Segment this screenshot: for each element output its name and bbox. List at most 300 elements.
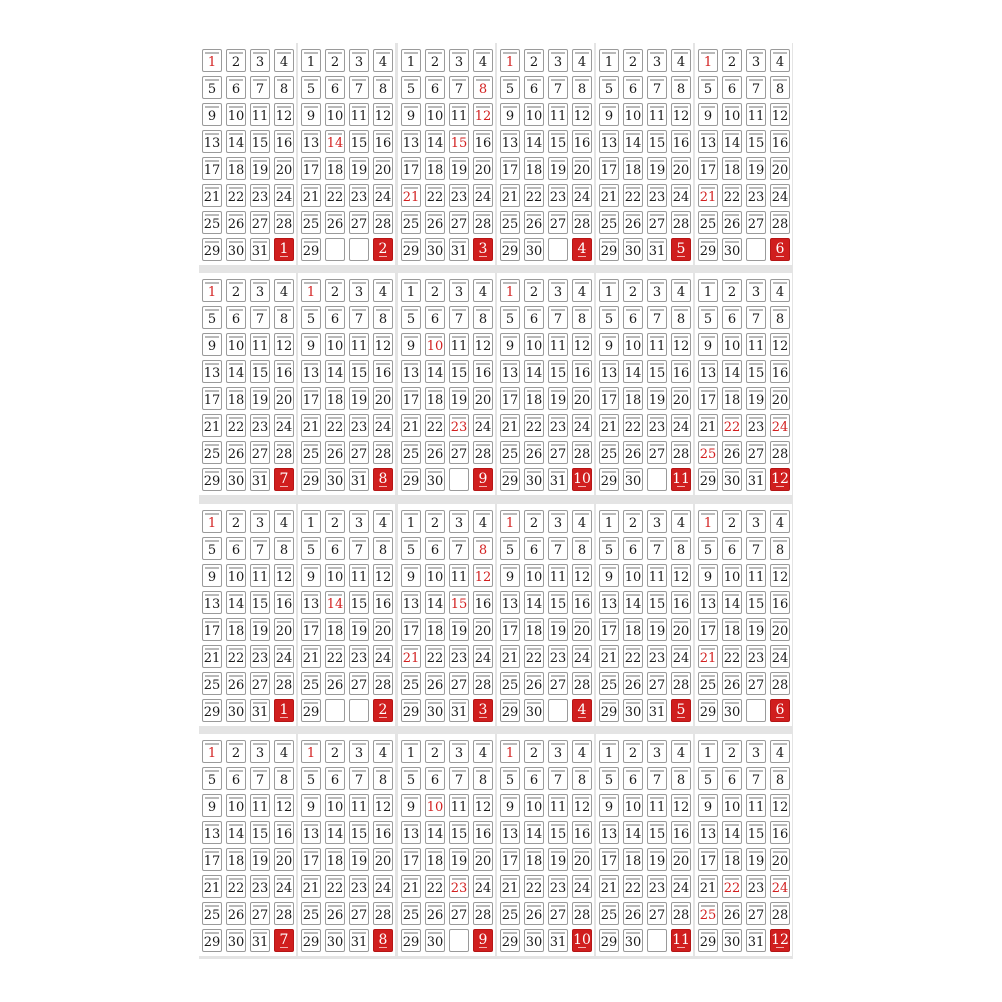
date-number: 21 <box>302 420 320 435</box>
date-number: 29 <box>402 244 420 259</box>
sticker-caption-line <box>701 79 715 81</box>
date-number: 8 <box>478 543 488 558</box>
sticker-caption-line <box>701 471 715 473</box>
sticker-caption-line <box>328 336 342 338</box>
date-number: 31 <box>648 244 666 259</box>
date-sticker <box>698 306 718 329</box>
date-sticker <box>623 49 643 72</box>
date-number: 20 <box>573 854 591 869</box>
date-sticker <box>671 564 691 587</box>
sticker-caption-line <box>725 160 739 162</box>
date-sticker <box>524 672 544 695</box>
date-number: 22 <box>426 420 444 435</box>
date-number: 30 <box>624 705 642 720</box>
sticker-caption-line <box>404 444 418 446</box>
date-sticker <box>500 76 520 99</box>
sticker-caption-line <box>527 241 541 243</box>
date-number: 10 <box>723 800 741 815</box>
date-number: 19 <box>648 624 666 639</box>
date-number: 8 <box>775 773 785 788</box>
date-number: 8 <box>478 82 488 97</box>
date-number: 15 <box>549 827 567 842</box>
sticker-caption-line <box>674 336 688 338</box>
sticker-caption-line <box>602 471 616 473</box>
date-sticker <box>349 794 369 817</box>
date-sticker <box>746 184 766 207</box>
sticker-caption-line <box>602 594 616 596</box>
date-number: 6 <box>628 773 638 788</box>
date-number: 31 <box>350 935 368 950</box>
date-number: 10 <box>227 339 245 354</box>
date-sticker <box>202 618 222 641</box>
date-number: 10 <box>525 570 543 585</box>
date-number: 21 <box>501 190 519 205</box>
date-sticker <box>274 510 294 533</box>
date-sticker <box>647 333 667 356</box>
sticker-caption-line <box>650 702 664 704</box>
date-number: 18 <box>326 624 344 639</box>
date-sticker <box>770 306 790 329</box>
sticker-caption-line <box>205 52 219 54</box>
month-panel <box>298 504 395 726</box>
date-sticker <box>226 821 246 844</box>
date-sticker <box>202 821 222 844</box>
date-number: 9 <box>604 339 614 354</box>
sticker-caption-line <box>452 851 466 853</box>
sticker-caption-line <box>229 540 243 542</box>
sticker-caption-line <box>527 336 541 338</box>
sticker-caption-line <box>352 540 366 542</box>
date-number: 5 <box>604 312 614 327</box>
sticker-caption-line <box>328 540 342 542</box>
sticker-caption-line <box>575 79 589 81</box>
date-sticker <box>647 360 667 383</box>
date-sticker <box>746 441 766 464</box>
sticker-caption-line <box>253 417 267 419</box>
date-sticker <box>548 618 568 641</box>
date-sticker <box>647 618 667 641</box>
sticker-caption-line <box>725 363 739 365</box>
sticker-caption-line <box>352 878 366 880</box>
sticker-caption-line <box>328 932 342 934</box>
date-number: 15 <box>549 366 567 381</box>
sticker-caption-line <box>277 513 291 515</box>
date-sticker <box>722 184 742 207</box>
date-sticker <box>425 740 445 763</box>
date-sticker <box>226 49 246 72</box>
blank-sticker <box>647 468 667 491</box>
date-number: 26 <box>624 908 642 923</box>
date-sticker <box>599 929 619 952</box>
date-sticker <box>599 821 619 844</box>
sticker-caption-line <box>328 390 342 392</box>
date-sticker <box>401 238 421 261</box>
sticker-caption-line <box>626 282 640 284</box>
date-sticker <box>572 130 592 153</box>
sticker-caption-line <box>205 648 219 650</box>
sticker-caption-line <box>749 187 763 189</box>
sticker-caption-line <box>575 52 589 54</box>
sticker-caption-line <box>551 797 565 799</box>
date-sticker <box>226 441 246 464</box>
date-sticker <box>500 699 520 722</box>
sticker-caption-line <box>428 471 442 473</box>
sticker-caption-line <box>352 417 366 419</box>
sticker-caption-line <box>452 824 466 826</box>
sticker-caption-line <box>452 878 466 880</box>
date-sticker <box>250 441 270 464</box>
date-number: 11 <box>350 570 368 585</box>
date-sticker <box>250 306 270 329</box>
sticker-caption-line <box>773 106 787 108</box>
date-number: 11 <box>549 570 567 585</box>
date-sticker <box>349 130 369 153</box>
sticker-caption-line <box>328 363 342 365</box>
sticker-caption-line <box>626 540 640 542</box>
date-sticker <box>647 875 667 898</box>
sticker-caption-line <box>229 824 243 826</box>
sticker-caption-line <box>551 567 565 569</box>
date-number: 30 <box>624 244 642 259</box>
date-sticker <box>623 238 643 261</box>
date-sticker <box>325 767 345 790</box>
sticker-caption-line <box>773 214 787 216</box>
date-number: 27 <box>648 217 666 232</box>
date-number: 18 <box>525 854 543 869</box>
date-number: 14 <box>723 366 741 381</box>
date-number: 14 <box>227 366 245 381</box>
sticker-caption-line <box>674 106 688 108</box>
sticker-caption-line <box>575 417 589 419</box>
sticker-caption-line <box>650 513 664 515</box>
sticker-caption-line <box>749 336 763 338</box>
date-sticker <box>473 130 493 153</box>
sticker-caption-line <box>452 540 466 542</box>
date-sticker <box>500 441 520 464</box>
sticker-caption-line <box>277 851 291 853</box>
date-number: 4 <box>378 285 388 300</box>
date-sticker <box>623 468 643 491</box>
date-number: 6 <box>727 82 737 97</box>
sticker-caption-line <box>749 675 763 677</box>
date-sticker <box>274 279 294 302</box>
date-number: 20 <box>573 163 591 178</box>
date-sticker <box>250 510 270 533</box>
date-number: 16 <box>573 366 591 381</box>
date-sticker <box>500 510 520 533</box>
sticker-caption-line <box>428 770 442 772</box>
date-sticker <box>449 49 469 72</box>
sticker-caption-line <box>701 648 715 650</box>
date-number: 15 <box>747 827 765 842</box>
date-number: 16 <box>672 366 690 381</box>
date-number: 4 <box>279 55 289 70</box>
sticker-caption-line <box>725 702 739 704</box>
date-number: 6 <box>231 773 241 788</box>
sheet-band <box>199 273 793 495</box>
date-sticker <box>349 902 369 925</box>
date-number: 9 <box>703 570 713 585</box>
date-number: 22 <box>525 881 543 896</box>
sticker-caption-line <box>602 675 616 677</box>
date-sticker <box>301 360 321 383</box>
date-sticker <box>500 794 520 817</box>
date-sticker <box>250 103 270 126</box>
date-sticker <box>449 387 469 410</box>
date-number: 18 <box>426 163 444 178</box>
date-sticker <box>722 821 742 844</box>
month-number: 1 <box>279 241 289 257</box>
date-sticker <box>373 591 393 614</box>
sticker-caption-line <box>749 540 763 542</box>
date-sticker <box>746 76 766 99</box>
date-sticker <box>548 333 568 356</box>
date-number: 23 <box>450 420 468 435</box>
date-sticker <box>349 157 369 180</box>
sticker-caption-line <box>352 770 366 772</box>
date-number: 27 <box>251 678 269 693</box>
date-number: 2 <box>430 55 440 70</box>
sticker-caption-line <box>253 390 267 392</box>
date-sticker <box>671 902 691 925</box>
sticker-caption-line <box>428 513 442 515</box>
sticker-caption-line <box>650 444 664 446</box>
date-number: 22 <box>227 420 245 435</box>
date-sticker <box>226 537 246 560</box>
date-number: 3 <box>354 516 364 531</box>
date-sticker <box>770 618 790 641</box>
date-sticker <box>449 848 469 871</box>
date-sticker <box>548 794 568 817</box>
date-number: 23 <box>350 190 368 205</box>
date-sticker <box>698 157 718 180</box>
sticker-caption-line <box>725 648 739 650</box>
date-number: 26 <box>227 908 245 923</box>
date-sticker <box>401 441 421 464</box>
date-number: 19 <box>747 854 765 869</box>
date-number: 16 <box>771 597 789 612</box>
month-panel <box>497 273 594 495</box>
date-number: 4 <box>775 516 785 531</box>
date-number: 21 <box>600 881 618 896</box>
date-number: 5 <box>406 82 416 97</box>
sticker-caption-line <box>304 797 318 799</box>
date-number: 12 <box>275 570 293 585</box>
date-number: 11 <box>747 800 765 815</box>
date-sticker <box>449 510 469 533</box>
sticker-caption-line <box>428 336 442 338</box>
date-number: 2 <box>330 285 340 300</box>
date-number: 7 <box>454 312 464 327</box>
date-sticker <box>226 387 246 410</box>
date-number: 22 <box>723 420 741 435</box>
sticker-caption-line <box>476 390 490 392</box>
sticker-caption-line <box>503 160 517 162</box>
date-number: 31 <box>648 705 666 720</box>
sticker-caption-line <box>452 390 466 392</box>
sticker-caption-line <box>650 133 664 135</box>
date-number: 9 <box>505 339 515 354</box>
date-number: 4 <box>676 516 686 531</box>
sticker-caption-line <box>503 621 517 623</box>
date-sticker <box>301 618 321 641</box>
date-sticker <box>325 591 345 614</box>
date-number: 5 <box>306 312 316 327</box>
sticker-caption-line <box>725 336 739 338</box>
date-number: 5 <box>306 543 316 558</box>
date-sticker <box>548 468 568 491</box>
sticker-caption-line <box>725 471 739 473</box>
date-sticker <box>449 157 469 180</box>
date-sticker <box>425 537 445 560</box>
date-sticker <box>349 618 369 641</box>
date-number: 19 <box>350 163 368 178</box>
sticker-caption-line <box>253 621 267 623</box>
date-sticker <box>770 387 790 410</box>
sticker-caption-line <box>352 52 366 54</box>
date-number: 20 <box>374 393 392 408</box>
date-number: 23 <box>350 651 368 666</box>
date-number: 11 <box>251 570 269 585</box>
sticker-caption-line <box>452 797 466 799</box>
date-sticker <box>202 740 222 763</box>
date-sticker <box>599 211 619 234</box>
sticker-caption-line <box>725 106 739 108</box>
date-number: 16 <box>275 827 293 842</box>
date-sticker <box>274 821 294 844</box>
sticker-caption-line <box>749 932 763 934</box>
date-number: 29 <box>302 935 320 950</box>
sticker-caption-line <box>503 390 517 392</box>
date-sticker <box>698 468 718 491</box>
sticker-caption-line <box>674 621 688 623</box>
date-number: 10 <box>426 109 444 124</box>
date-number: 30 <box>624 935 642 950</box>
month-number: 2 <box>378 241 388 257</box>
date-number: 16 <box>474 136 492 151</box>
date-number: 23 <box>648 190 666 205</box>
date-number: 9 <box>505 570 515 585</box>
sticker-caption-line <box>626 770 640 772</box>
date-sticker <box>500 537 520 560</box>
date-sticker <box>473 618 493 641</box>
date-sticker <box>548 130 568 153</box>
date-number: 18 <box>426 854 444 869</box>
date-sticker <box>349 564 369 587</box>
date-number: 26 <box>426 447 444 462</box>
date-number: 8 <box>676 312 686 327</box>
date-number: 15 <box>450 827 468 842</box>
sticker-caption-line <box>503 851 517 853</box>
date-sticker <box>698 902 718 925</box>
date-number: 21 <box>402 651 420 666</box>
date-sticker <box>301 130 321 153</box>
date-number: 4 <box>478 516 488 531</box>
sticker-caption-line <box>551 133 565 135</box>
sticker-caption-line <box>304 702 318 704</box>
date-number: 8 <box>775 543 785 558</box>
date-number: 25 <box>402 447 420 462</box>
sticker-caption-line <box>602 79 616 81</box>
sticker-caption-line <box>253 79 267 81</box>
sticker-caption-line <box>674 743 688 745</box>
sticker-caption-line <box>352 905 366 907</box>
date-sticker <box>722 49 742 72</box>
date-sticker <box>226 848 246 871</box>
sticker-caption-line <box>626 648 640 650</box>
date-number: 15 <box>251 366 269 381</box>
sticker-caption-line <box>602 241 616 243</box>
date-sticker <box>770 537 790 560</box>
date-sticker <box>572 645 592 668</box>
date-sticker <box>572 76 592 99</box>
sticker-caption-line <box>527 594 541 596</box>
sticker-caption-line <box>773 336 787 338</box>
date-number: 13 <box>402 366 420 381</box>
date-number: 24 <box>374 420 392 435</box>
date-number: 18 <box>326 393 344 408</box>
sticker-caption-line <box>352 621 366 623</box>
sticker-caption-line <box>476 417 490 419</box>
sticker-caption-line <box>376 905 390 907</box>
date-sticker <box>250 238 270 261</box>
date-sticker <box>226 306 246 329</box>
sticker-caption-line <box>551 214 565 216</box>
month-number: 11 <box>672 932 690 948</box>
date-sticker <box>202 157 222 180</box>
sticker-caption-line <box>404 851 418 853</box>
date-number: 29 <box>699 474 717 489</box>
sticker-caption-line <box>575 905 589 907</box>
date-number: 14 <box>723 827 741 842</box>
sticker-caption-line <box>253 594 267 596</box>
date-number: 18 <box>227 854 245 869</box>
date-number: 8 <box>279 312 289 327</box>
date-number: 28 <box>771 908 789 923</box>
sticker-caption-line <box>626 444 640 446</box>
date-number: 14 <box>326 366 344 381</box>
sticker-caption-line <box>773 363 787 365</box>
sticker-caption-line <box>725 743 739 745</box>
sticker-caption-line <box>404 594 418 596</box>
date-sticker <box>671 537 691 560</box>
sticker-caption-line <box>674 540 688 542</box>
sticker-caption-line <box>376 106 390 108</box>
sticker-caption-line <box>229 743 243 745</box>
date-sticker <box>373 821 393 844</box>
month-number-sticker <box>671 929 691 952</box>
date-sticker <box>274 794 294 817</box>
date-sticker <box>425 333 445 356</box>
date-number: 13 <box>203 597 221 612</box>
date-number: 26 <box>624 447 642 462</box>
blank-sticker <box>349 238 369 261</box>
date-sticker <box>226 699 246 722</box>
date-sticker <box>500 821 520 844</box>
date-sticker <box>373 902 393 925</box>
date-sticker <box>623 333 643 356</box>
sticker-caption-line <box>404 905 418 907</box>
date-number: 4 <box>279 285 289 300</box>
date-sticker <box>770 740 790 763</box>
date-number: 8 <box>577 82 587 97</box>
date-sticker <box>746 537 766 560</box>
date-sticker <box>301 157 321 180</box>
date-number: 10 <box>426 339 444 354</box>
date-sticker <box>325 902 345 925</box>
date-sticker <box>449 76 469 99</box>
date-sticker <box>623 279 643 302</box>
